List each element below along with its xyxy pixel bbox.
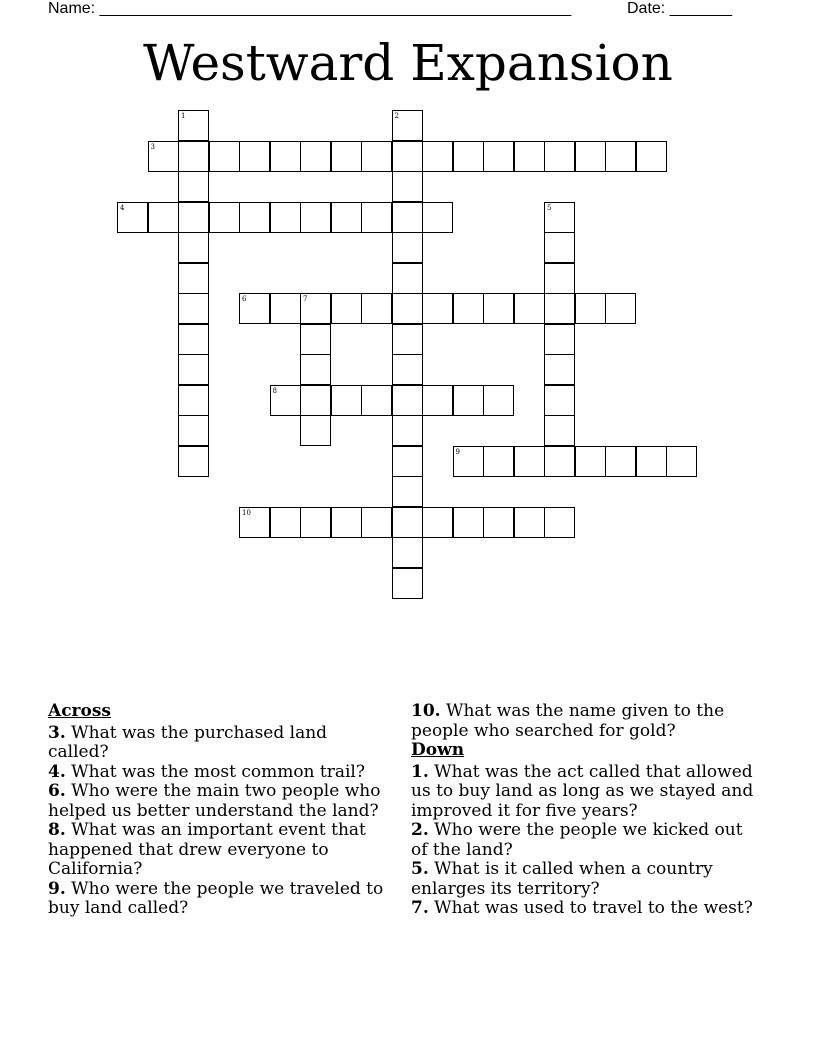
clue-number: 8. [48, 820, 66, 840]
crossword-cell[interactable] [483, 446, 514, 477]
crossword-cell[interactable] [453, 293, 484, 324]
crossword-cell[interactable] [483, 293, 514, 324]
crossword-cell[interactable] [392, 476, 423, 507]
crossword-cell[interactable] [636, 446, 667, 477]
crossword-cell[interactable] [392, 110, 423, 141]
down-heading: Down [411, 740, 465, 760]
crossword-cell[interactable] [239, 507, 270, 538]
clue-down-7 [411, 899, 756, 919]
crossword-cell[interactable] [331, 293, 362, 324]
crossword-cell[interactable] [392, 202, 423, 233]
clue-down-2 [411, 821, 756, 860]
crossword-cell[interactable] [300, 415, 331, 446]
crossword-cell[interactable] [544, 324, 575, 355]
crossword-cell[interactable] [544, 263, 575, 294]
clue-down-1 [411, 763, 756, 822]
clue-across-6 [48, 782, 388, 821]
clue-number-label: 10 [242, 508, 251, 517]
crossword-cell[interactable] [422, 385, 453, 416]
clue-number-label: 6 [242, 295, 247, 303]
clue-text: What was an important event that happened that drew everyone to California? [48, 820, 366, 879]
crossword-cell[interactable] [270, 507, 301, 538]
crossword-cell[interactable] [453, 385, 484, 416]
crossword-cell[interactable] [209, 202, 240, 233]
crossword-cell[interactable] [392, 446, 423, 477]
crossword-cell[interactable] [392, 537, 423, 568]
crossword-cell[interactable] [514, 446, 545, 477]
crossword-cell[interactable] [392, 324, 423, 355]
crossword-cell[interactable] [544, 354, 575, 385]
crossword-cell[interactable] [178, 354, 209, 385]
crossword-cell[interactable] [514, 293, 545, 324]
clue-text: Who were the people we traveled to buy land called? [48, 878, 384, 918]
crossword-cell[interactable] [178, 202, 209, 233]
clue-number-label: 5 [547, 203, 552, 212]
clue-number-label: 7 [303, 295, 308, 303]
clue-text: What was used to travel to the west? [428, 898, 753, 918]
clue-number: 1. [411, 761, 429, 782]
crossword-cell[interactable] [636, 141, 667, 172]
crossword-cell[interactable] [422, 141, 453, 172]
crossword-cell[interactable] [178, 232, 209, 263]
crossword-cell[interactable] [270, 385, 301, 416]
crossword-cell[interactable] [544, 232, 575, 263]
crossword-cell[interactable] [422, 507, 453, 538]
crossword-cell[interactable] [392, 415, 423, 446]
name-line: Name: _____________________________________________________ [48, 0, 572, 17]
clue-number: 5. [411, 859, 429, 879]
crossword-cell[interactable] [514, 507, 545, 538]
crossword-cell[interactable] [392, 507, 423, 538]
clues-column-right [411, 702, 756, 919]
crossword-cell[interactable] [605, 293, 636, 324]
crossword-cell[interactable] [575, 293, 606, 324]
crossword-cell[interactable] [392, 232, 423, 263]
clue-number-label: 3 [150, 142, 155, 151]
crossword-cell[interactable] [178, 324, 209, 355]
crossword-cell[interactable] [544, 293, 575, 324]
crossword-cell[interactable] [575, 446, 606, 477]
crossword-cell[interactable] [331, 385, 362, 416]
across-heading: Across [48, 701, 111, 721]
crossword-cell[interactable] [453, 141, 484, 172]
clue-across-9 [48, 880, 388, 919]
crossword-cell[interactable] [331, 507, 362, 538]
page-title: Westward Expansion [143, 34, 673, 92]
crossword-cell[interactable] [392, 141, 423, 172]
crossword-cell[interactable] [300, 507, 331, 538]
clue-number-label: 1 [181, 112, 186, 120]
clue-number: 2. [411, 820, 429, 840]
crossword-cell[interactable] [392, 354, 423, 385]
clue-number: 3. [48, 722, 66, 743]
crossword-cell[interactable] [209, 141, 240, 172]
crossword-cell[interactable] [300, 324, 331, 355]
clue-text: Who were the main two people who helped us better understand the land? [48, 781, 381, 821]
clue-number-label: 9 [455, 447, 460, 456]
crossword-cell[interactable] [148, 141, 179, 172]
crossword-cell[interactable] [453, 507, 484, 538]
clue-text: What was the act called that allowed us to buy land as long as we stayed and improved it for five years? [411, 761, 754, 821]
crossword-cell[interactable] [300, 385, 331, 416]
crossword-cell[interactable] [544, 446, 575, 477]
crossword-cell[interactable] [270, 141, 301, 172]
crossword-cell[interactable] [453, 446, 484, 477]
crossword-cell[interactable] [666, 446, 697, 477]
crossword-cell[interactable] [361, 202, 392, 233]
clue-text: What was the name given to the people who searched for gold? [411, 701, 725, 741]
clue-across-10 [411, 702, 756, 741]
clue-number: 7. [411, 898, 429, 918]
date-line: Date: _______ [627, 0, 732, 17]
crossword-cell[interactable] [514, 141, 545, 172]
crossword-cell[interactable] [270, 202, 301, 233]
clue-down-5 [411, 860, 756, 899]
crossword-cell[interactable] [178, 293, 209, 324]
crossword-cell[interactable] [178, 385, 209, 416]
crossword-cell[interactable] [483, 141, 514, 172]
clues-column-left [48, 702, 388, 919]
crossword-cell[interactable] [361, 293, 392, 324]
crossword-cell[interactable] [117, 202, 148, 233]
crossword-cell[interactable] [392, 385, 423, 416]
clue-number: 9. [48, 878, 66, 899]
crossword-cell[interactable] [300, 293, 331, 324]
crossword-cell[interactable] [544, 385, 575, 416]
crossword-cell[interactable] [331, 141, 362, 172]
crossword-cell[interactable] [361, 141, 392, 172]
crossword-cell[interactable] [300, 202, 331, 233]
crossword-cell[interactable] [605, 446, 636, 477]
crossword-cell[interactable] [361, 385, 392, 416]
crossword-cell[interactable] [239, 202, 270, 233]
clue-number-label: 2 [394, 112, 399, 120]
crossword-cell[interactable] [544, 202, 575, 233]
clue-across-3 [48, 724, 388, 763]
clue-number: 10. [411, 701, 441, 721]
crossword-cell[interactable] [544, 415, 575, 446]
crossword-cell[interactable] [331, 202, 362, 233]
clue-text: Who were the people we kicked out of the land? [411, 820, 743, 860]
clue-text: What is it called when a country enlarges its territory? [411, 859, 713, 899]
crossword-cell[interactable] [392, 293, 423, 324]
crossword-cell[interactable] [483, 385, 514, 416]
crossword-cell[interactable] [575, 141, 606, 172]
clue-number-label: 4 [120, 203, 125, 212]
crossword-cell[interactable] [392, 171, 423, 202]
crossword-cell[interactable] [239, 293, 270, 324]
clue-text: What was the most common trail? [65, 761, 365, 782]
crossword-cell[interactable] [422, 202, 453, 233]
crossword-cell[interactable] [392, 263, 423, 294]
crossword-cell[interactable] [392, 568, 423, 599]
crossword-cell[interactable] [605, 141, 636, 172]
clue-across-4 [48, 763, 388, 783]
clue-text: What was the purchased land called? [48, 722, 328, 762]
crossword-cell[interactable] [300, 354, 331, 385]
crossword-cell[interactable] [178, 263, 209, 294]
crossword-cell[interactable] [178, 110, 209, 141]
crossword-cell[interactable] [178, 415, 209, 446]
crossword-cell[interactable] [270, 293, 301, 324]
crossword-cell[interactable] [483, 507, 514, 538]
crossword-cell[interactable] [178, 446, 209, 477]
crossword-cell[interactable] [422, 293, 453, 324]
crossword-cell[interactable] [148, 202, 179, 233]
crossword-cell[interactable] [239, 141, 270, 172]
clue-number: 4. [48, 761, 66, 782]
crossword-cell[interactable] [178, 171, 209, 202]
clue-across-8 [48, 821, 388, 880]
crossword-cell[interactable] [178, 141, 209, 172]
crossword-cell[interactable] [544, 507, 575, 538]
crossword-cell[interactable] [361, 507, 392, 538]
clue-number: 6. [48, 781, 66, 801]
crossword-cell[interactable] [300, 141, 331, 172]
clue-number-label: 8 [272, 386, 277, 395]
crossword-cell[interactable] [544, 141, 575, 172]
